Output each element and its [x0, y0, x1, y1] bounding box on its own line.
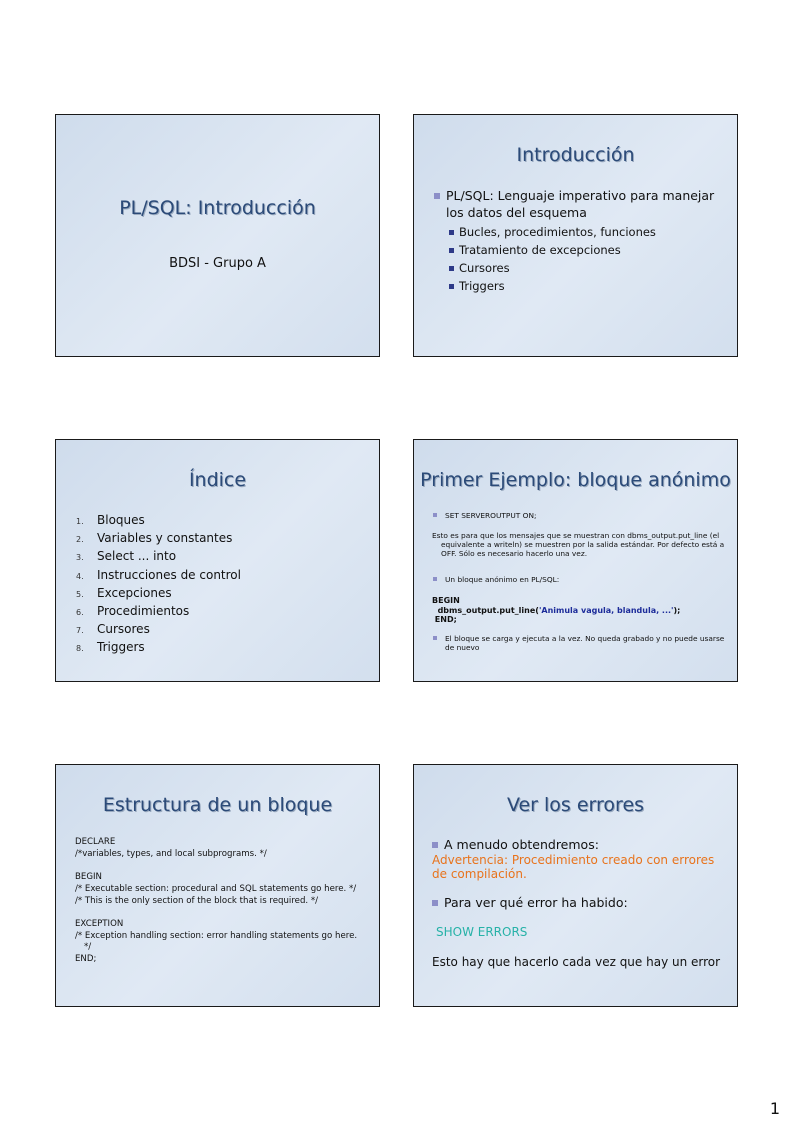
bullet-item: Un bloque anónimo en PL/SQL:: [432, 575, 725, 584]
code-line: /* Exception handling section: error handling statements go here.: [75, 930, 358, 941]
index-item: [76, 585, 172, 603]
code-line: END;: [432, 615, 457, 624]
blank-line: [75, 860, 357, 872]
paragraph: Esto es para que los mensajes que se muestran con dbms_output.put_line (el equivalente a writeln) se muestren por la salida estándar. Por defecto está a OFF. Sólo es necesario hacerlo una vez.: [432, 531, 725, 558]
index-item: [76, 548, 176, 566]
code-line: /*variables, types, and local subprograms. */: [75, 848, 267, 859]
sub-bullet-item: Bucles, procedimientos, funciones: [448, 224, 727, 240]
index-number: 3.: [76, 553, 84, 562]
code-call: dbms_output.put_line(: [432, 605, 539, 615]
code-line: EXCEPTION: [75, 918, 124, 929]
index-number: 8.: [76, 644, 84, 653]
code-close: );: [673, 605, 681, 615]
index-label: Cursores: [97, 622, 150, 636]
code-block: [432, 596, 680, 625]
slide-heading: Primer Ejemplo: bloque anónimo: [420, 469, 731, 491]
index-label: Triggers: [97, 640, 145, 654]
index-item: [76, 567, 241, 585]
index-number: 6.: [76, 608, 84, 617]
sub-bullet-item: Triggers: [448, 278, 727, 294]
index-label: Procedimientos: [97, 604, 190, 618]
bullet-item: El bloque se carga y ejecuta a la vez. No queda grabado y no puede usarse de nuevo: [432, 634, 725, 652]
index-label: Bloques: [97, 513, 145, 527]
code-line: /* This is the only section of the block that is required. */: [75, 895, 319, 906]
index-item: [76, 639, 145, 657]
index-number: 7.: [76, 626, 84, 635]
warning-text: [432, 853, 725, 881]
code-string: 'Animula vagula, blandula, ...': [538, 605, 674, 615]
slide-heading: Ver los errores: [506, 794, 645, 816]
bullet-item: PL/SQL: Lenguaje imperativo para manejar los datos del esquema: [432, 187, 727, 221]
code-line: */: [84, 942, 92, 953]
index-label: Select ... into: [97, 549, 177, 563]
command-text: SHOW ERRORS: [436, 925, 528, 939]
code-line: END;: [75, 954, 97, 964]
index-item: [76, 603, 189, 621]
page-number: 1: [769, 1099, 780, 1118]
warning-message: Advertencia: Procedimiento creado con errores de compilación.: [432, 853, 715, 881]
code-listing: [75, 837, 357, 966]
sub-bullet-item: Cursores: [448, 260, 727, 276]
slide-primer-ejemplo: [413, 439, 738, 682]
slide-heading: Índice: [188, 469, 247, 491]
slide-estructura-bloque: [55, 764, 380, 1007]
slide-introduccion: [413, 114, 738, 357]
note-text: Esto hay que hacerlo cada vez que hay un error: [432, 955, 721, 969]
slide-indice: [55, 439, 380, 682]
index-label: Instrucciones de control: [97, 568, 241, 582]
code-line: BEGIN: [75, 872, 102, 883]
index-item: [76, 621, 150, 639]
bullet-item: Para ver qué error ha habido:: [430, 894, 727, 911]
slide-heading: Introducción: [516, 144, 635, 166]
blank-line: [75, 907, 357, 919]
slide-subtitle: BDSI - Grupo A: [169, 256, 266, 271]
index-number: 4.: [76, 572, 84, 581]
index-number: 1.: [76, 517, 84, 526]
index-number: 5.: [76, 590, 84, 599]
sub-bullet-item: Tratamiento de excepciones: [448, 242, 727, 258]
slide-title: [55, 114, 380, 357]
code-line: DECLARE: [75, 837, 116, 847]
bullet-item: SET SERVEROUTPUT ON;: [432, 511, 725, 520]
bullet-item: A menudo obtendremos:: [430, 836, 727, 853]
slide-ver-errores: [413, 764, 738, 1007]
code-line: BEGIN: [432, 596, 460, 605]
slide-title-heading: PL/SQL: Introducción: [119, 197, 316, 219]
slide-heading: Estructura de un bloque: [102, 794, 333, 816]
index-label: Excepciones: [97, 586, 172, 600]
index-number: 2.: [76, 535, 84, 544]
index-label: Variables y constantes: [97, 531, 233, 545]
code-line: /* Executable section: procedural and SQL statements go here. */: [75, 883, 357, 894]
index-item: [76, 512, 145, 530]
index-item: [76, 530, 232, 548]
